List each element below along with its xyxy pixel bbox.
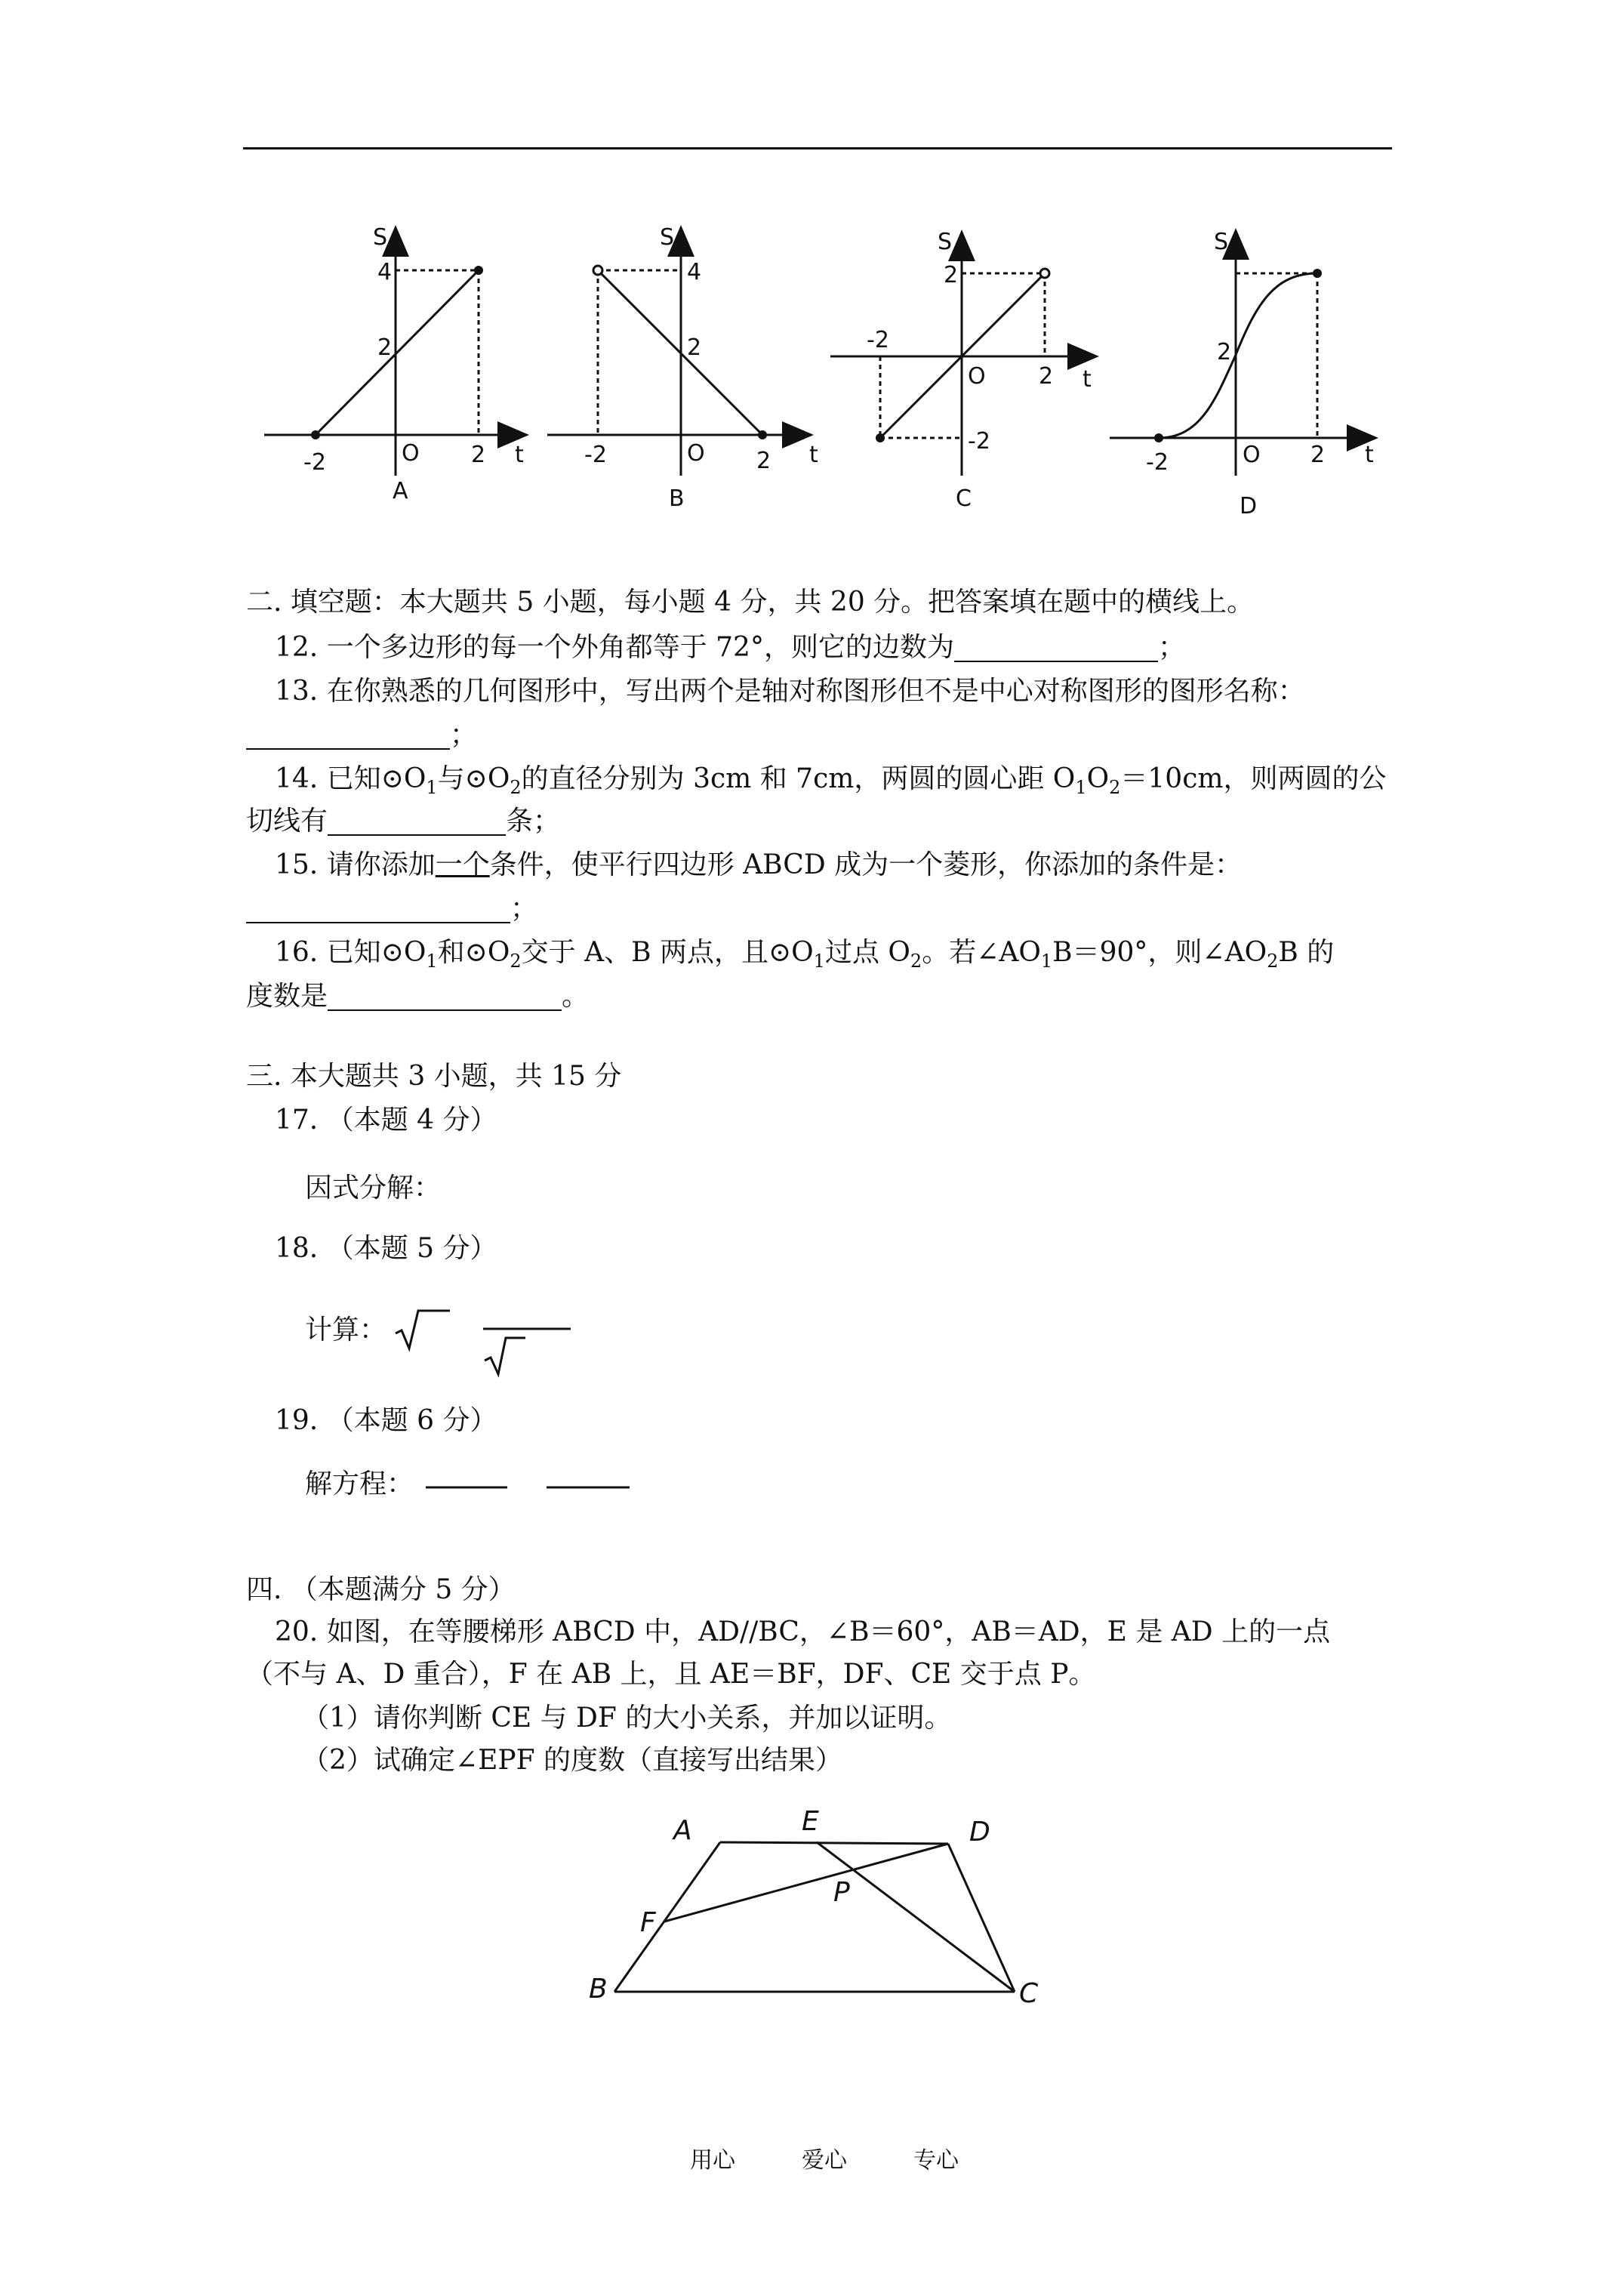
question-18: 18. （本题 5 分） bbox=[275, 1233, 497, 1264]
graph-c-open-point bbox=[1040, 269, 1049, 278]
vertex-d: D bbox=[969, 1817, 990, 1848]
side-ab bbox=[614, 1842, 720, 1992]
q14-line2-end: 条； bbox=[506, 806, 561, 837]
graph-c-caption: C bbox=[956, 485, 972, 512]
vertex-a: A bbox=[673, 1815, 692, 1846]
q15-underlined: 一个 bbox=[435, 849, 490, 880]
graph-d-t-label: t bbox=[1365, 442, 1374, 468]
graph-a-tick-2y: 2 bbox=[377, 334, 393, 361]
q16-sub: 1 bbox=[1040, 951, 1053, 972]
question-13-answer bbox=[246, 719, 477, 752]
q13-answer-blank[interactable] bbox=[246, 721, 450, 750]
q15-text-2: 条件，使平行四边形 ABCD 成为一个菱形，你添加的条件是： bbox=[489, 849, 1243, 880]
q14-sub: 2 bbox=[510, 777, 522, 798]
sqrt-sign-2 bbox=[485, 1338, 525, 1374]
section-2-heading: 二. 填空题：本大题共 5 小题，每小题 4 分，共 20 分。把答案填在题中的横线上。 bbox=[246, 587, 1255, 618]
question-12 bbox=[275, 631, 1185, 664]
graph-d-tick-2y: 2 bbox=[1217, 339, 1232, 365]
q16-part: 过点 O bbox=[824, 937, 910, 968]
q16-line2-end: 。 bbox=[562, 981, 590, 1012]
graph-b-t-label: t bbox=[809, 442, 818, 468]
q14-part: 的直径分别为 3cm 和 7cm，两圆的圆心距 O bbox=[521, 763, 1076, 794]
q12-end: ； bbox=[1157, 632, 1185, 663]
graph-d-tick-n2: -2 bbox=[1146, 449, 1169, 476]
question-20-line1: 20. 如图，在等腰梯形 ABCD 中，AD//BC，∠B＝60°，AB＝AD，E 是 AD 上的一点 bbox=[275, 1616, 1331, 1647]
graph-c-t-label: t bbox=[1083, 366, 1092, 393]
q16-part: 交于 A、B 两点，且⊙O bbox=[521, 937, 814, 968]
graph-a-end-point bbox=[474, 266, 483, 275]
q14-part: 与⊙O bbox=[437, 763, 510, 794]
q14-line2-text: 切线有 bbox=[246, 806, 328, 837]
graph-b-tick-2y: 2 bbox=[687, 334, 702, 361]
question-14 bbox=[275, 763, 1387, 804]
q12-answer-blank[interactable] bbox=[954, 633, 1158, 662]
question-19-body: 解方程： bbox=[305, 1469, 414, 1499]
side-dc bbox=[948, 1844, 1015, 1992]
q14-answer-blank[interactable] bbox=[328, 807, 506, 836]
graph-b-end-point bbox=[758, 430, 767, 439]
graph-a-start-point bbox=[311, 430, 320, 439]
footer-text-2: 爱心 bbox=[802, 2147, 847, 2174]
graph-d-origin: O bbox=[1243, 442, 1261, 468]
graph-c-origin: O bbox=[968, 363, 986, 390]
graphs-figure bbox=[249, 219, 1404, 536]
graph-b-tick-n2: -2 bbox=[584, 442, 607, 468]
graph-d-curve bbox=[1159, 273, 1317, 438]
graph-a-origin: O bbox=[402, 440, 420, 467]
q16-sub: 2 bbox=[1267, 951, 1279, 972]
q16-part: 和⊙O bbox=[437, 937, 510, 968]
q14-part: ＝10cm，则两圆的公 bbox=[1120, 763, 1387, 794]
graph-d-caption: D bbox=[1240, 493, 1258, 519]
question-17: 17. （本题 4 分） bbox=[275, 1105, 497, 1136]
graph-a-tick-n2: -2 bbox=[303, 449, 326, 476]
graph-c-tick-n2y: -2 bbox=[968, 428, 990, 455]
q16-sub: 2 bbox=[510, 951, 522, 972]
question-15 bbox=[275, 849, 1242, 882]
q16-sub: 1 bbox=[813, 951, 825, 972]
question-20-line2: （不与 A、D 重合），F 在 AB 上，且 AE＝BF，DF、CE 交于点 P。 bbox=[246, 1659, 1096, 1690]
graph-a-t-label: t bbox=[515, 442, 524, 468]
question-14-line2 bbox=[246, 805, 560, 838]
q14-part: 14. 已知⊙O bbox=[275, 763, 427, 794]
graph-d-s-label: S bbox=[1214, 229, 1229, 255]
graph-b-s-label: S bbox=[660, 224, 675, 251]
trapezoid-figure bbox=[581, 1804, 1064, 2016]
q15-end: ； bbox=[510, 893, 538, 924]
q12-text: 12. 一个多边形的每一个外角都等于 72°，则它的边数为 bbox=[275, 632, 954, 663]
q18-expression bbox=[393, 1305, 589, 1380]
graph-d-end-point bbox=[1313, 269, 1322, 278]
graph-d-start-point bbox=[1154, 433, 1163, 442]
section-3-heading: 三. 本大题共 3 小题，共 15 分 bbox=[246, 1061, 622, 1092]
footer-text-1: 用心 bbox=[690, 2147, 735, 2174]
q16-part: B＝90°，则∠AO bbox=[1052, 937, 1267, 968]
graph-b-tick-4: 4 bbox=[687, 259, 702, 285]
question-13 bbox=[275, 675, 1305, 708]
graph-a-tick-2x: 2 bbox=[471, 442, 486, 468]
q16-line2-text: 度数是 bbox=[246, 981, 328, 1012]
graph-c-start-point bbox=[876, 433, 885, 442]
q19-expression bbox=[423, 1472, 634, 1502]
q13-text: 13. 在你熟悉的几何图形中，写出两个是轴对称图形但不是中心对称图形的图形名称： bbox=[275, 676, 1305, 707]
graph-a-line bbox=[316, 270, 479, 435]
q16-sub: 2 bbox=[910, 951, 922, 972]
question-18-body: 计算： bbox=[305, 1314, 387, 1345]
graph-c-s-label: S bbox=[938, 229, 953, 255]
q15-text: 15. 请你添加 bbox=[275, 849, 436, 880]
graph-a-caption: A bbox=[393, 478, 408, 504]
graph-d-tick-2x: 2 bbox=[1310, 442, 1326, 468]
section-4-heading: 四. （本题满分 5 分） bbox=[246, 1574, 516, 1605]
q16-part: B 的 bbox=[1278, 937, 1335, 968]
q14-part: O bbox=[1086, 763, 1110, 794]
q14-sub: 2 bbox=[1109, 777, 1121, 798]
q14-sub: 1 bbox=[1075, 777, 1087, 798]
q16-answer-blank[interactable] bbox=[328, 982, 562, 1011]
graph-c-tick-n2x: -2 bbox=[867, 327, 889, 353]
question-16 bbox=[275, 936, 1334, 978]
side-ad bbox=[720, 1842, 948, 1844]
vertex-b: B bbox=[589, 1974, 608, 2005]
q14-sub: 1 bbox=[426, 777, 438, 798]
question-20-part2: （2）试确定∠EPF 的度数（直接写出结果） bbox=[302, 1745, 842, 1776]
header-rule bbox=[243, 147, 1392, 149]
graph-c-tick-2x: 2 bbox=[1039, 363, 1054, 390]
graph-b-origin: O bbox=[687, 440, 705, 467]
vertex-c: C bbox=[1019, 1978, 1039, 2009]
vertex-f: F bbox=[640, 1907, 656, 1938]
q15-answer-blank[interactable] bbox=[246, 895, 510, 923]
graph-a-tick-4: 4 bbox=[377, 259, 393, 285]
q13-end: ； bbox=[450, 720, 478, 750]
page-footer bbox=[657, 2144, 992, 2177]
graph-b-tick-2x: 2 bbox=[756, 448, 771, 474]
question-19: 19. （本题 6 分） bbox=[275, 1405, 497, 1436]
segment-ce bbox=[817, 1842, 1015, 1992]
footer-text-3: 专心 bbox=[913, 2147, 959, 2174]
vertex-e: E bbox=[802, 1806, 819, 1837]
q16-sub: 1 bbox=[426, 951, 438, 972]
graph-c-tick-2y: 2 bbox=[944, 262, 959, 288]
question-15-answer bbox=[246, 892, 537, 926]
graph-b-open-point bbox=[593, 266, 602, 275]
question-17-body: 因式分解： bbox=[305, 1173, 442, 1203]
q16-part: 。若∠AO bbox=[922, 937, 1041, 968]
q16-part: 16. 已知⊙O bbox=[275, 937, 427, 968]
graph-b-caption: B bbox=[669, 485, 685, 512]
vertex-p: P bbox=[833, 1877, 850, 1908]
question-16-line2 bbox=[246, 980, 589, 1013]
question-20-part1: （1）请你判断 CE 与 DF 的大小关系，并加以证明。 bbox=[302, 1703, 952, 1734]
sqrt-sign-1 bbox=[396, 1311, 450, 1348]
graph-a-s-label: S bbox=[373, 224, 388, 251]
